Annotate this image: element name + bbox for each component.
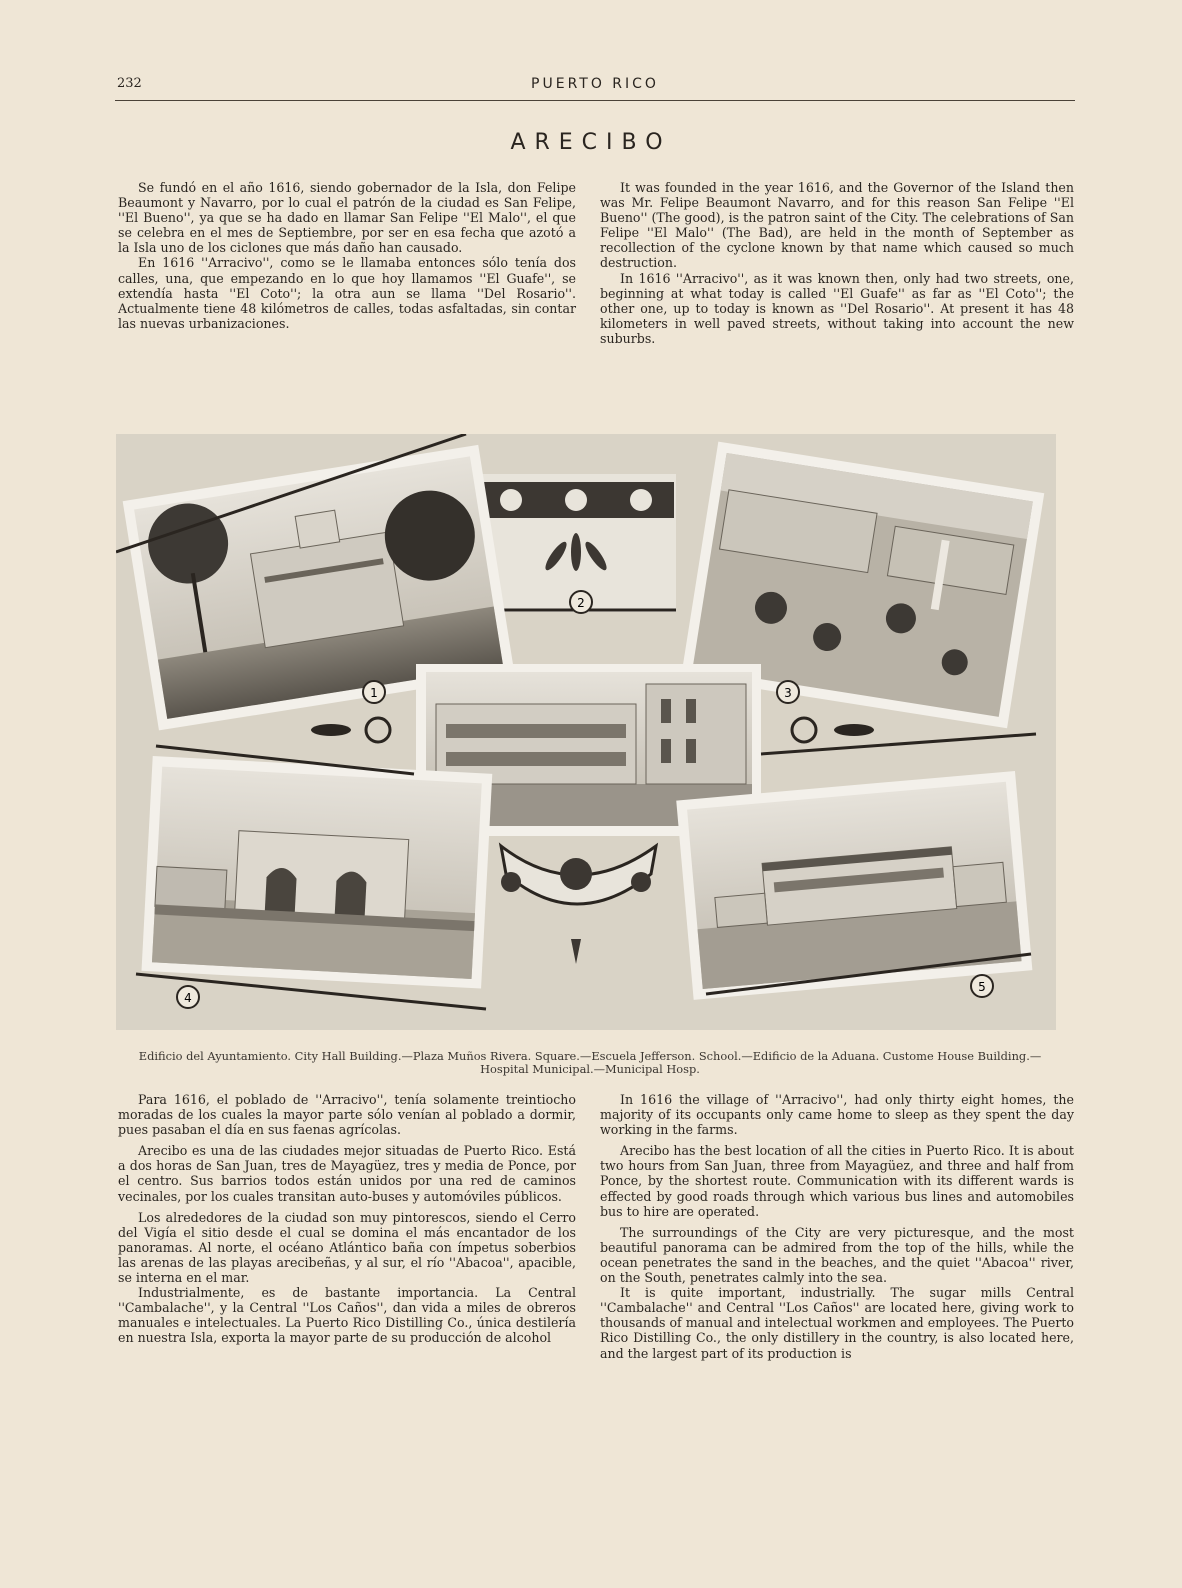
ornament-bottom bbox=[501, 846, 656, 964]
running-head: PUERTO RICO bbox=[531, 76, 659, 92]
paragraph: En 1616 ''Arracivo'', como se le llamaba entonces sólo tenía dos calles, una, que empezando en lo que hoy llamamos ''El Guafe'', se extendía hasta ''El Coto''; la otra aun se llama ''Del Rosario''. Actualmente tiene 48 kilómetros de calles, todas asfaltadas, sin contar las nuevas urbanizaciones. bbox=[118, 255, 576, 331]
photo-plate bbox=[116, 434, 1056, 1030]
photo-number-5 bbox=[971, 975, 993, 997]
photo-collage bbox=[116, 434, 1056, 1030]
paragraph: Para 1616, el poblado de ''Arracivo'', tenía solamente treintiocho moradas de los cuales la mayor parte sólo venían al poblado a dormir, pues pasaban el día en sus faenas agrícolas. bbox=[118, 1092, 576, 1138]
body-english-column bbox=[600, 1092, 1074, 1361]
article-title: ARECIBO bbox=[510, 130, 672, 155]
ornament-right bbox=[792, 718, 874, 742]
paragraph: In 1616 the village of ''Arracivo'', had only thirty eight homes, the majority of its occupants only came home to sleep as they spent the day working in the farms. bbox=[600, 1092, 1074, 1138]
body-spanish-column bbox=[118, 1092, 576, 1346]
svg-text:1: 1 bbox=[370, 686, 378, 700]
photo-number-2 bbox=[570, 591, 592, 613]
page-header bbox=[115, 74, 1075, 101]
svg-text:3: 3 bbox=[784, 686, 792, 700]
ornament-left bbox=[311, 718, 390, 742]
paragraph: Arecibo es una de las ciudades mejor situadas de Puerto Rico. Está a dos horas de San Juan, tres de Mayagüez, tres y media de Ponce, por el centro. Sus barrios todos están unidos por una red de caminos vecinales, por los cuales transitan auto-buses y automóviles públicos. bbox=[118, 1143, 576, 1204]
paragraph: Arecibo has the best location of all the cities in Puerto Rico. It is about two hours from San Juan, three from Mayagüez, and three and half from Ponce, by the shortest route. Communication with its different wards is effected by good roads through which various bus lines and automobiles bus to hire are operated. bbox=[600, 1143, 1074, 1219]
intro-spanish-column bbox=[118, 180, 576, 331]
paragraph: Industrialmente, es de bastante importancia. La Central ''Cambalache'', y la Central ''Los Caños'', dan vida a miles de obreros manuales e intelectuales. La Puerto Rico Distilling Co., única destilería en nuestra Isla, exporta la mayor parte de su producción de alcohol bbox=[118, 1285, 576, 1346]
intro-english-column bbox=[600, 180, 1074, 346]
photo-number-1 bbox=[363, 681, 385, 703]
photo-custom-house bbox=[142, 756, 493, 988]
svg-text:2: 2 bbox=[577, 596, 585, 610]
page-number: 232 bbox=[117, 76, 142, 91]
svg-text:5: 5 bbox=[978, 980, 986, 994]
photo-number-3 bbox=[777, 681, 799, 703]
paragraph: It was founded in the year 1616, and the Governor of the Island then was Mr. Felipe Beaumont Navarro, and for this reason San Felipe ''El Bueno'' (The good), is the patron saint of the City. The celebrations of San Felipe ''El Malo'' (The Bad), are held in the month of September as recollection of the cyclone known by that name which caused so much destruction. bbox=[600, 180, 1074, 271]
photo-caption: Edificio del Ayuntamiento. City Hall Building.—Plaza Muños Rivera. Square.—Escuela Jefferson. School.—Edificio de la Aduana. Custome House Building.—Hospital Municipal.—Municipal Hosp. bbox=[138, 1049, 1042, 1076]
paragraph: It is quite important, industrially. The sugar mills Central ''Cambalache'' and Central ''Los Caños'' are located here, giving work to thousands of manual and intelectual workmen and employees. The Puerto Rico Distilling Co., the only distillery in the country, is also located here, and the largest part of its production is bbox=[600, 1285, 1074, 1361]
paragraph: Se fundó en el año 1616, siendo gobernador de la Isla, don Felipe Beaumont y Navarro, por lo cual el patrón de la ciudad es San Felipe, ''El Bueno'', ya que se ha dado en llamar San Felipe ''El Malo'', el que se celebra en el mes de Septiembre, por ser en esa fecha que azotó a la Isla uno de los ciclones que más daño han causado. bbox=[118, 180, 576, 256]
paragraph: The surroundings of the City are very picturesque, and the most beautiful panorama can be admired from the top of the hills, while the ocean penetrates the sand in the beaches, and the quiet ''Abacoa'' river, on the South, penetrates calmly into the sea. bbox=[600, 1224, 1074, 1286]
paragraph: Los alrededores de la ciudad son muy pintorescos, siendo el Cerro del Vigía el sitio desde el cual se domina el más encantador de los panoramas. Al norte, el océano Atlántico baña con ímpetus soberbios las arenas de las playas arecibeñas, y al sur, el río ''Abacoa'', apacible, se interna en el mar. bbox=[118, 1209, 576, 1286]
photo-hospital bbox=[676, 771, 1032, 1000]
photo-number-4 bbox=[177, 986, 199, 1008]
svg-text:4: 4 bbox=[184, 991, 192, 1005]
paragraph: In 1616 ''Arracivo'', as it was known then, only had two streets, one, beginning at what today is called ''El Guafe'' as far as ''El Coto''; the other one, up to today is known as ''Del Rosario''. At present it has 48 kilometers in well paved streets, without taking into account the new suburbs. bbox=[600, 270, 1074, 346]
